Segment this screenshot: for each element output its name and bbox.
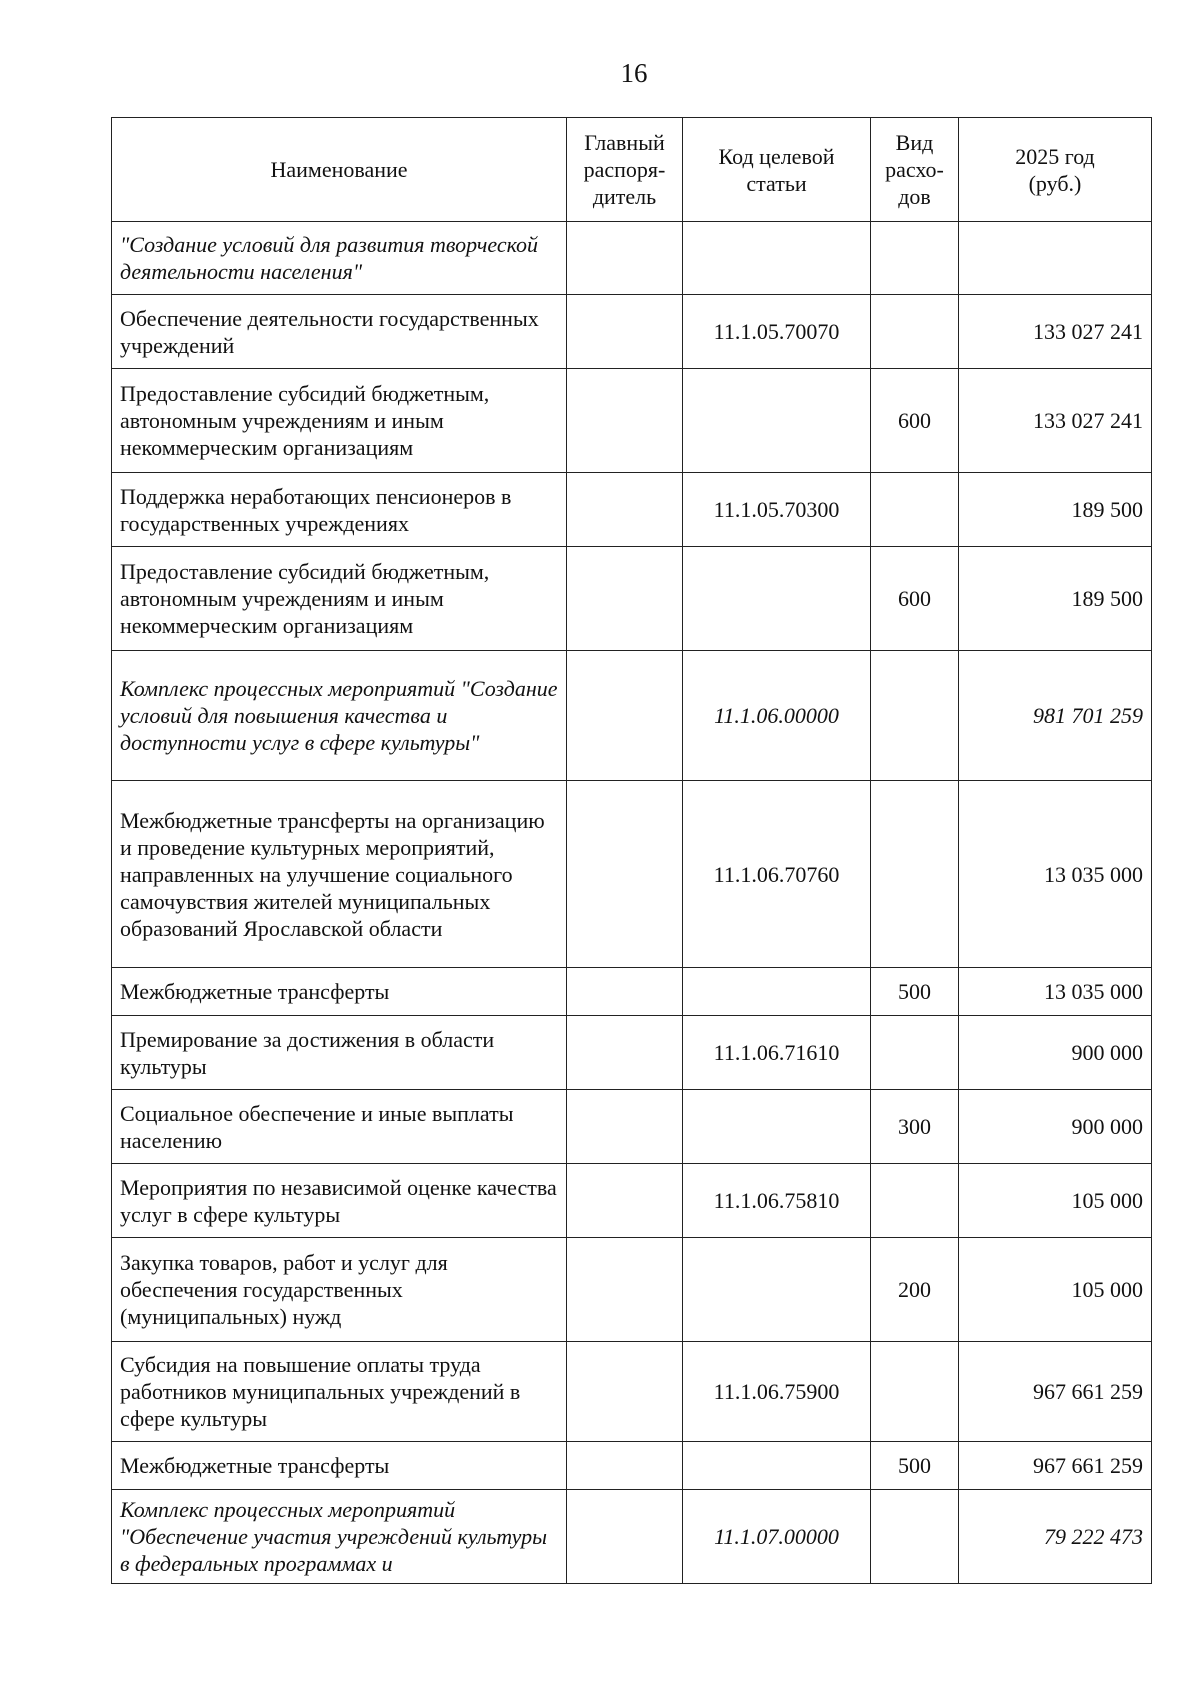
header-main-manager: Главный распоря- дитель — [567, 118, 683, 222]
table-row — [112, 295, 1152, 369]
table-row — [112, 1090, 1152, 1164]
row-target-code — [683, 1090, 871, 1164]
row-target-code: 11.1.06.70760 — [683, 781, 871, 968]
row-expense-type — [871, 222, 959, 295]
row-main-manager — [567, 1164, 683, 1238]
row-amount: 981 701 259 — [959, 651, 1152, 781]
row-amount: 133 027 241 — [959, 295, 1152, 369]
row-expense-type — [871, 1164, 959, 1238]
row-target-code: 11.1.05.70070 — [683, 295, 871, 369]
row-main-manager — [567, 1016, 683, 1090]
row-expense-type: 500 — [871, 968, 959, 1016]
row-main-manager — [567, 295, 683, 369]
row-amount: 105 000 — [959, 1164, 1152, 1238]
row-name: Предоставление субсидий бюджетным, автономным учреждениям и иным некоммерческим организациям — [112, 547, 567, 651]
row-main-manager — [567, 222, 683, 295]
row-main-manager — [567, 1238, 683, 1342]
table-row — [112, 1490, 1152, 1584]
row-target-code — [683, 968, 871, 1016]
row-target-code — [683, 1442, 871, 1490]
table-row — [112, 369, 1152, 473]
row-name: "Создание условий для развития творческой деятельности населения" — [112, 222, 567, 295]
row-amount: 900 000 — [959, 1016, 1152, 1090]
row-target-code: 11.1.06.71610 — [683, 1016, 871, 1090]
row-amount: 189 500 — [959, 473, 1152, 547]
table-row — [112, 1442, 1152, 1490]
row-target-code — [683, 222, 871, 295]
row-main-manager — [567, 1490, 683, 1584]
row-main-manager — [567, 1442, 683, 1490]
row-amount: 13 035 000 — [959, 781, 1152, 968]
row-expense-type — [871, 651, 959, 781]
row-name: Субсидия на повышение оплаты труда работников муниципальных учреждений в сфере культуры — [112, 1342, 567, 1442]
row-main-manager — [567, 651, 683, 781]
row-amount: 133 027 241 — [959, 369, 1152, 473]
row-target-code: 11.1.06.75900 — [683, 1342, 871, 1442]
row-name: Комплекс процессных мероприятий "Обеспечение участия учреждений культуры в федеральных программах и — [112, 1490, 567, 1584]
row-name: Межбюджетные трансферты на организацию и проведение культурных мероприятий, направленных на улучшение социального самочувствия жителей муниципальных образований Ярославской области — [112, 781, 567, 968]
row-name: Межбюджетные трансферты — [112, 968, 567, 1016]
row-amount: 79 222 473 — [959, 1490, 1152, 1584]
row-name: Закупка товаров, работ и услуг для обеспечения государственных (муниципальных) нужд — [112, 1238, 567, 1342]
row-main-manager — [567, 547, 683, 651]
header-expense-type: Вид расхо- дов — [871, 118, 959, 222]
table-row — [112, 651, 1152, 781]
row-expense-type: 600 — [871, 369, 959, 473]
row-name: Поддержка неработающих пенсионеров в государственных учреждениях — [112, 473, 567, 547]
row-target-code — [683, 547, 871, 651]
budget-table — [111, 117, 1152, 1584]
row-amount: 13 035 000 — [959, 968, 1152, 1016]
row-name: Межбюджетные трансферты — [112, 1442, 567, 1490]
table-row — [112, 1016, 1152, 1090]
row-target-code: 11.1.05.70300 — [683, 473, 871, 547]
row-main-manager — [567, 968, 683, 1016]
row-expense-type — [871, 1342, 959, 1442]
row-main-manager — [567, 1342, 683, 1442]
row-expense-type — [871, 295, 959, 369]
row-main-manager — [567, 369, 683, 473]
row-main-manager — [567, 473, 683, 547]
row-expense-type: 200 — [871, 1238, 959, 1342]
row-amount — [959, 222, 1152, 295]
row-amount: 900 000 — [959, 1090, 1152, 1164]
table-row — [112, 1342, 1152, 1442]
row-main-manager — [567, 1090, 683, 1164]
row-name: Мероприятия по независимой оценке качества услуг в сфере культуры — [112, 1164, 567, 1238]
row-target-code: 11.1.06.75810 — [683, 1164, 871, 1238]
row-target-code: 11.1.07.00000 — [683, 1490, 871, 1584]
row-expense-type: 600 — [871, 547, 959, 651]
row-main-manager — [567, 781, 683, 968]
table-row — [112, 547, 1152, 651]
row-expense-type — [871, 781, 959, 968]
row-target-code — [683, 1238, 871, 1342]
row-name: Обеспечение деятельности государственных учреждений — [112, 295, 567, 369]
header-year-2025: 2025 год (руб.) — [959, 118, 1152, 222]
row-target-code — [683, 369, 871, 473]
row-name: Премирование за достижения в области культуры — [112, 1016, 567, 1090]
row-expense-type: 300 — [871, 1090, 959, 1164]
row-amount: 967 661 259 — [959, 1442, 1152, 1490]
table-row — [112, 781, 1152, 968]
table-row — [112, 473, 1152, 547]
row-amount: 967 661 259 — [959, 1342, 1152, 1442]
row-name: Социальное обеспечение и иные выплаты населению — [112, 1090, 567, 1164]
row-expense-type — [871, 1016, 959, 1090]
page-number: 16 — [620, 58, 648, 88]
row-amount: 189 500 — [959, 547, 1152, 651]
row-expense-type — [871, 473, 959, 547]
row-expense-type: 500 — [871, 1442, 959, 1490]
header-target-code: Код целевой статьи — [683, 118, 871, 222]
row-target-code: 11.1.06.00000 — [683, 651, 871, 781]
row-name: Предоставление субсидий бюджетным, автономным учреждениям и иным некоммерческим организациям — [112, 369, 567, 473]
table-row — [112, 1164, 1152, 1238]
row-amount: 105 000 — [959, 1238, 1152, 1342]
header-name: Наименование — [112, 118, 567, 222]
row-name: Комплекс процессных мероприятий "Создание условий для повышения качества и доступности услуг в сфере культуры" — [112, 651, 567, 781]
row-expense-type — [871, 1490, 959, 1584]
table-row — [112, 1238, 1152, 1342]
table-row — [112, 968, 1152, 1016]
table-row — [112, 222, 1152, 295]
table-header-row — [112, 118, 1152, 222]
